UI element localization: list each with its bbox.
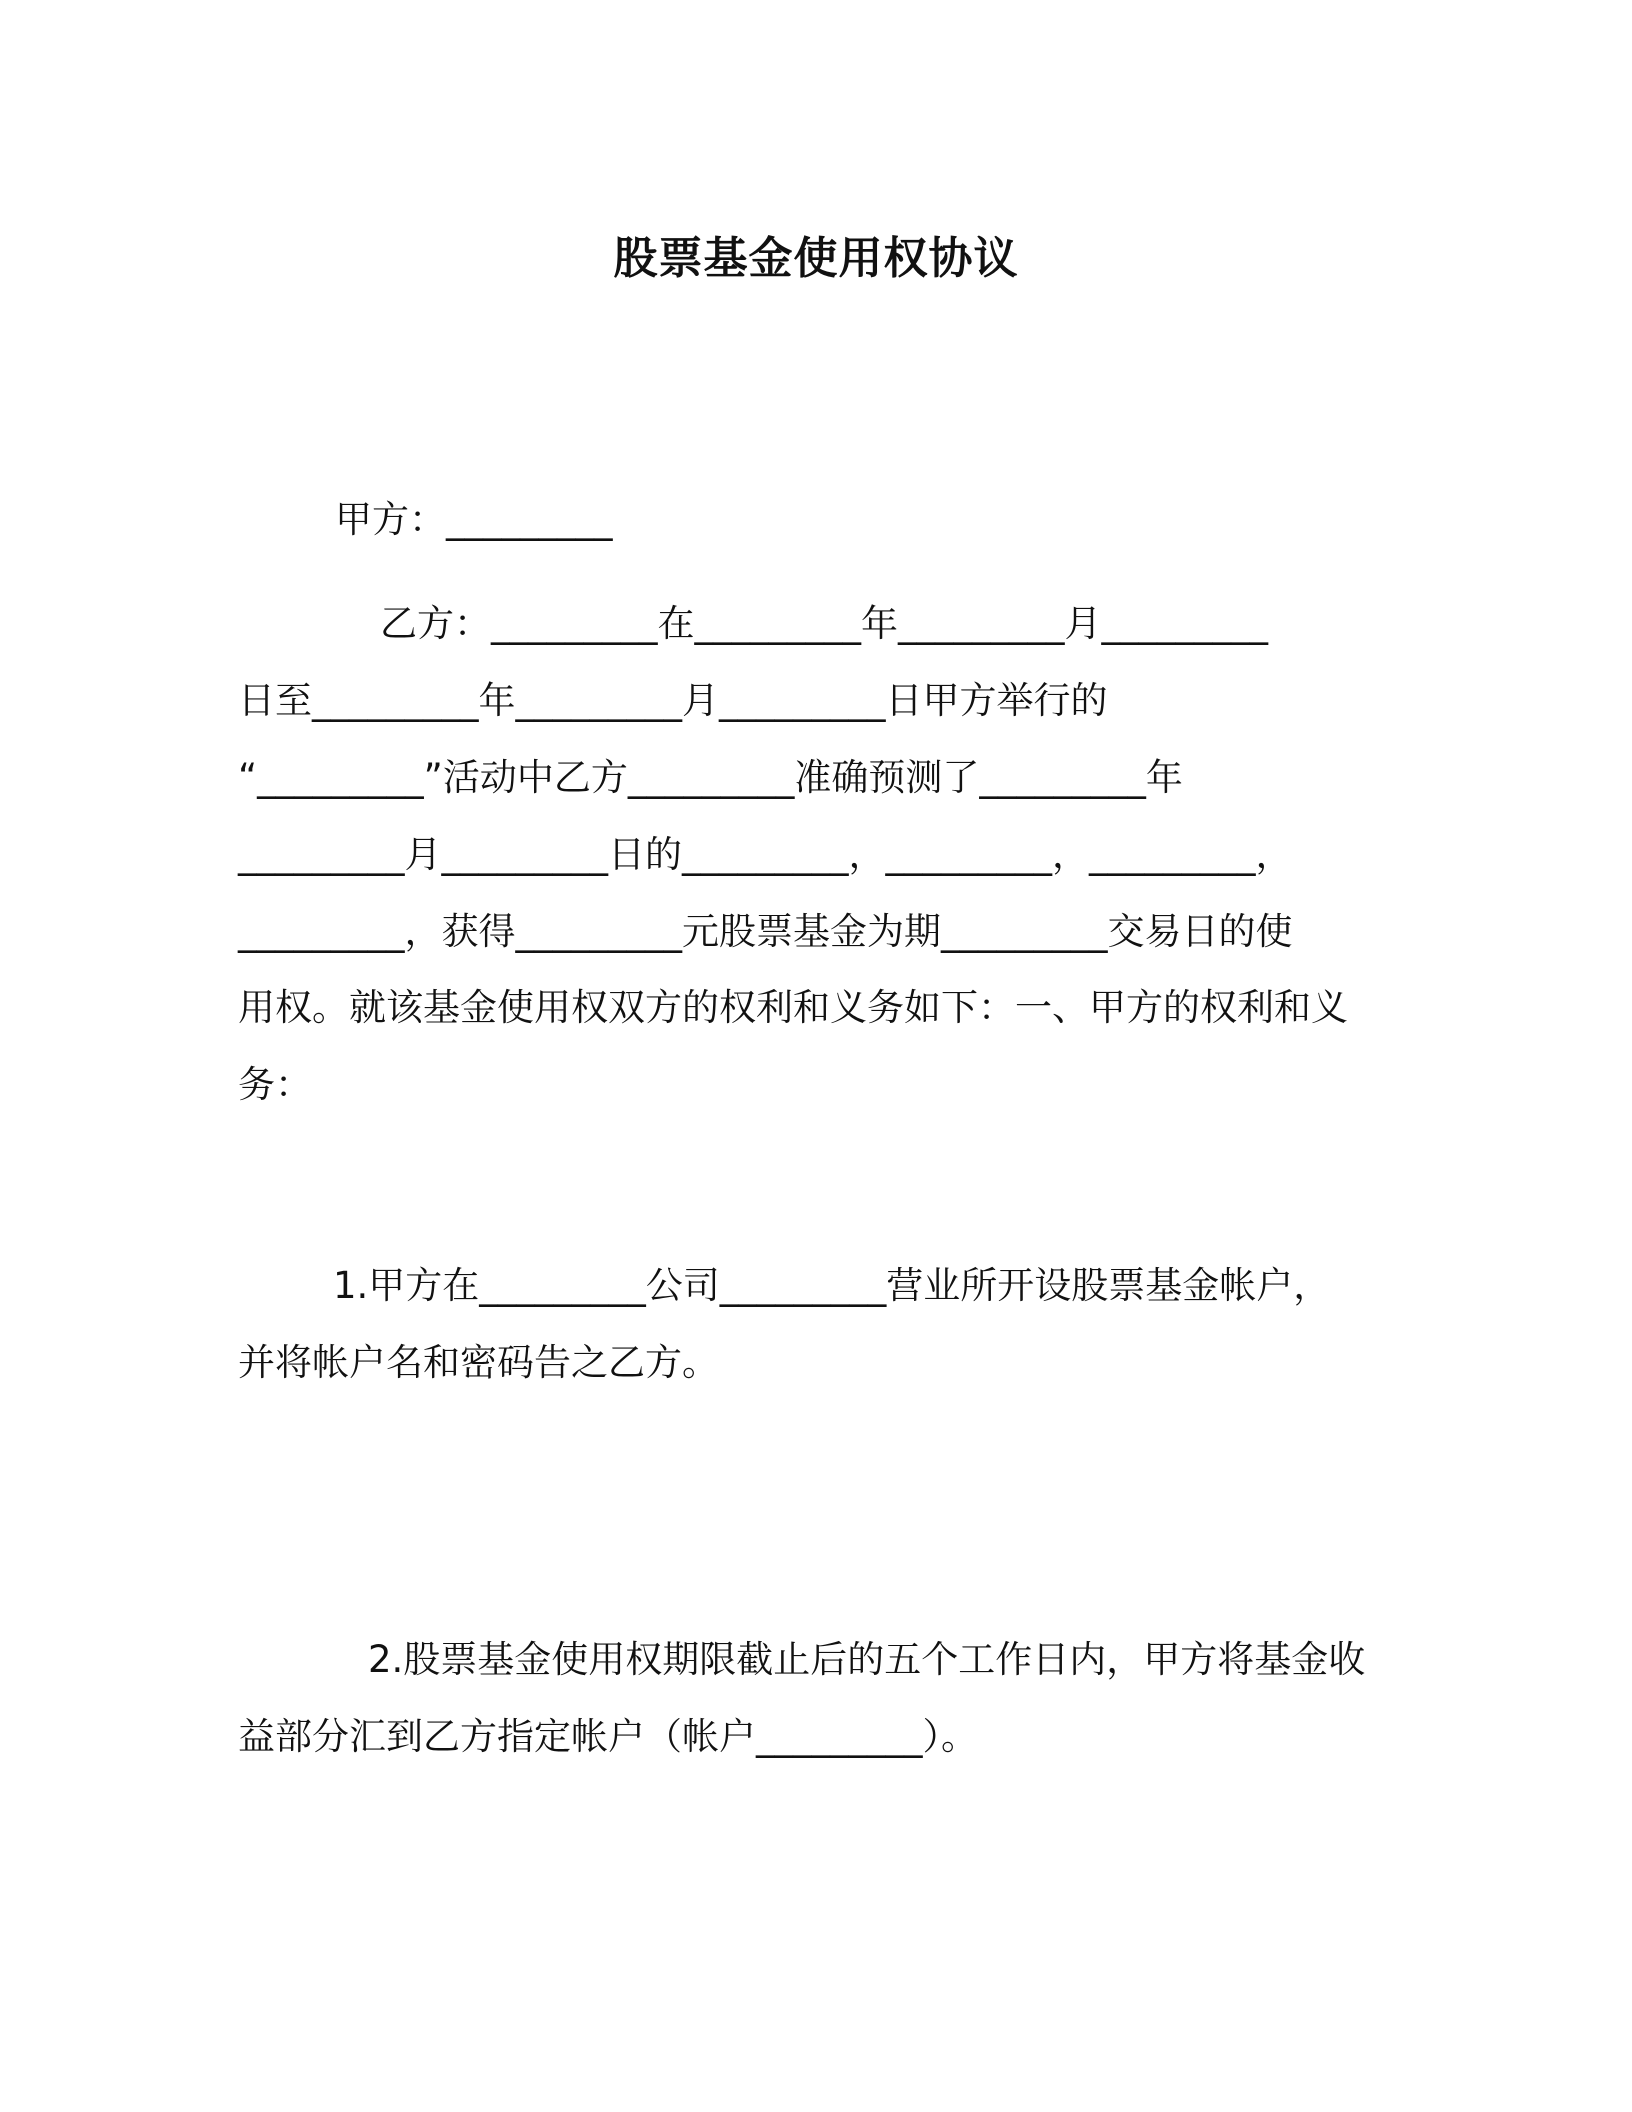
intro-line: 乙方：_________在_________年_________月_________ [380,602,1268,645]
document-title: 股票基金使用权协议 [613,233,1019,284]
clause-2-line: 益部分汇到乙方指定帐户（帐户_________）。 [238,1715,978,1758]
intro-line: “_________”活动中乙方_________准确预测了_________年 [238,756,1183,799]
clause-1-line: 并将帐户名和密码告之乙方。 [238,1341,719,1384]
clause-2-line: 2.股票基金使用权期限截止后的五个工作日内，甲方将基金收 [368,1638,1366,1681]
clause-1-line: 1.甲方在_________公司_________营业所开设股票基金帐户， [333,1264,1331,1307]
intro-line: 日至_________年_________月_________日甲方举行的 [238,679,1108,722]
intro-line: _________，获得_________元股票基金为期_________交易日的使 [238,910,1293,953]
party-a-line: 甲方：_________ [335,498,613,541]
intro-line: 务： [238,1063,312,1106]
intro-line: _________月_________日的_________，_________，_________， [238,833,1293,876]
intro-line: 用权。就该基金使用权双方的权利和义务如下：一、甲方的权利和义 [238,986,1348,1029]
